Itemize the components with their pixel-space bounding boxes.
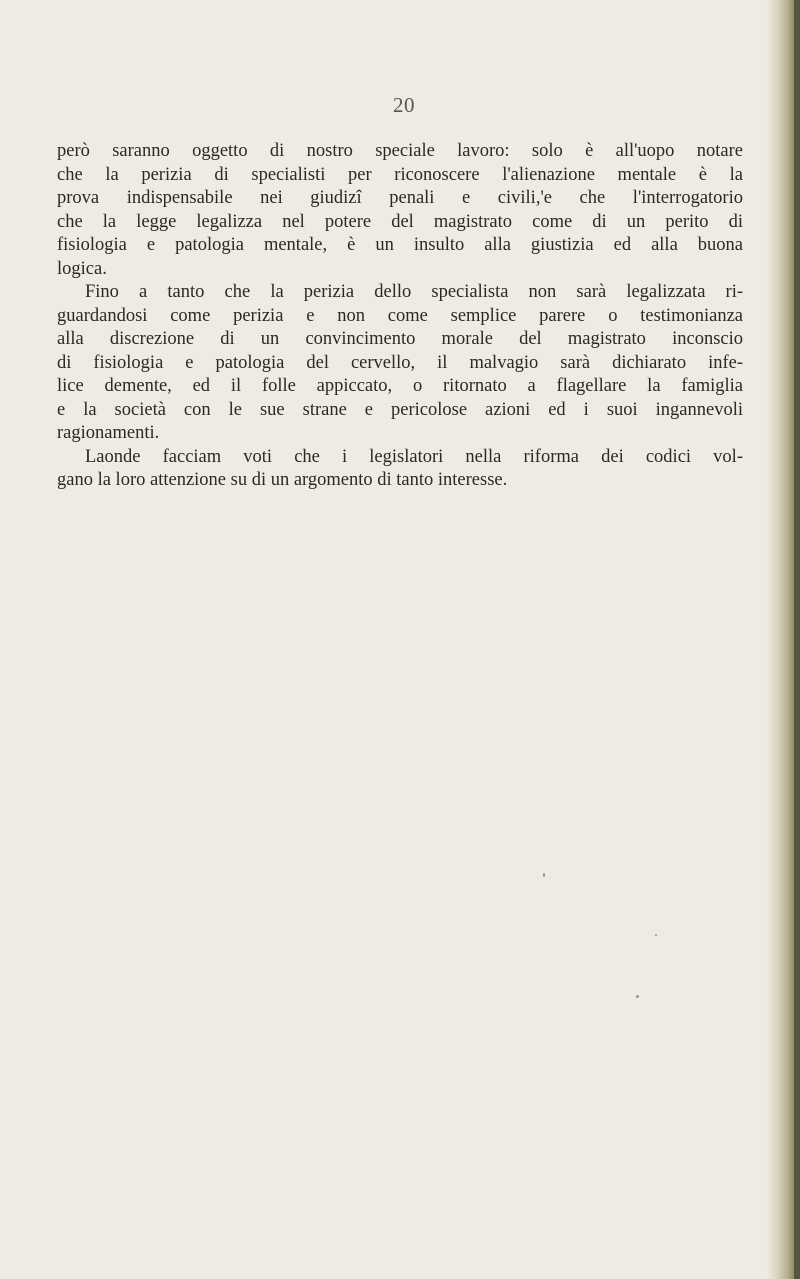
text-line: logica.: [57, 258, 107, 279]
paper-speck: [543, 873, 545, 877]
text-line: prova indispensabile nei giudizî penali e civili,'e che l'interrogatorio: [57, 188, 743, 208]
text-line: Fino a tanto che la perizia dello specialista non sarà legalizzata ri-: [85, 282, 743, 302]
paper-speck: [655, 934, 657, 936]
body-text: [57, 140, 743, 493]
text-line: di fisiologia e patologia del cervello, il malvagio sarà dichiarato infe-: [57, 352, 743, 373]
text-line: che la perizia di specialisti per riconoscere l'alienazione mentale è la: [57, 164, 743, 185]
text-line: però saranno oggetto di nostro speciale lavoro: solo è all'uopo notare: [57, 141, 743, 161]
paper-speck: [636, 995, 639, 998]
text-line: Laonde facciam voti che i legislatori nella riforma dei codici vol-: [85, 446, 743, 467]
text-line: alla discrezione di un convincimento morale del magistrato inconscio: [57, 329, 743, 349]
text-line: ragionamenti.: [57, 423, 160, 443]
text-line: e la società con le sue strane e pericolose azioni ed i suoi ingannevoli: [57, 399, 743, 420]
text-line: che la legge legalizza nel potere del magistrato come di un perito di: [57, 211, 743, 232]
text-line: gano la loro attenzione su di un argomento di tanto interesse.: [57, 470, 508, 490]
text-line: guardandosi come perizia e non come semplice parere o testimonianza: [57, 305, 743, 326]
page-number: 20: [393, 93, 415, 117]
text-line: fisiologia e patologia mentale, è un insulto alla giustizia ed alla buona: [57, 235, 743, 255]
text-line: lice demente, ed il folle appiccato, o ritornato a flagellare la famiglia: [57, 376, 743, 396]
page-spine-edge: [794, 0, 800, 1279]
